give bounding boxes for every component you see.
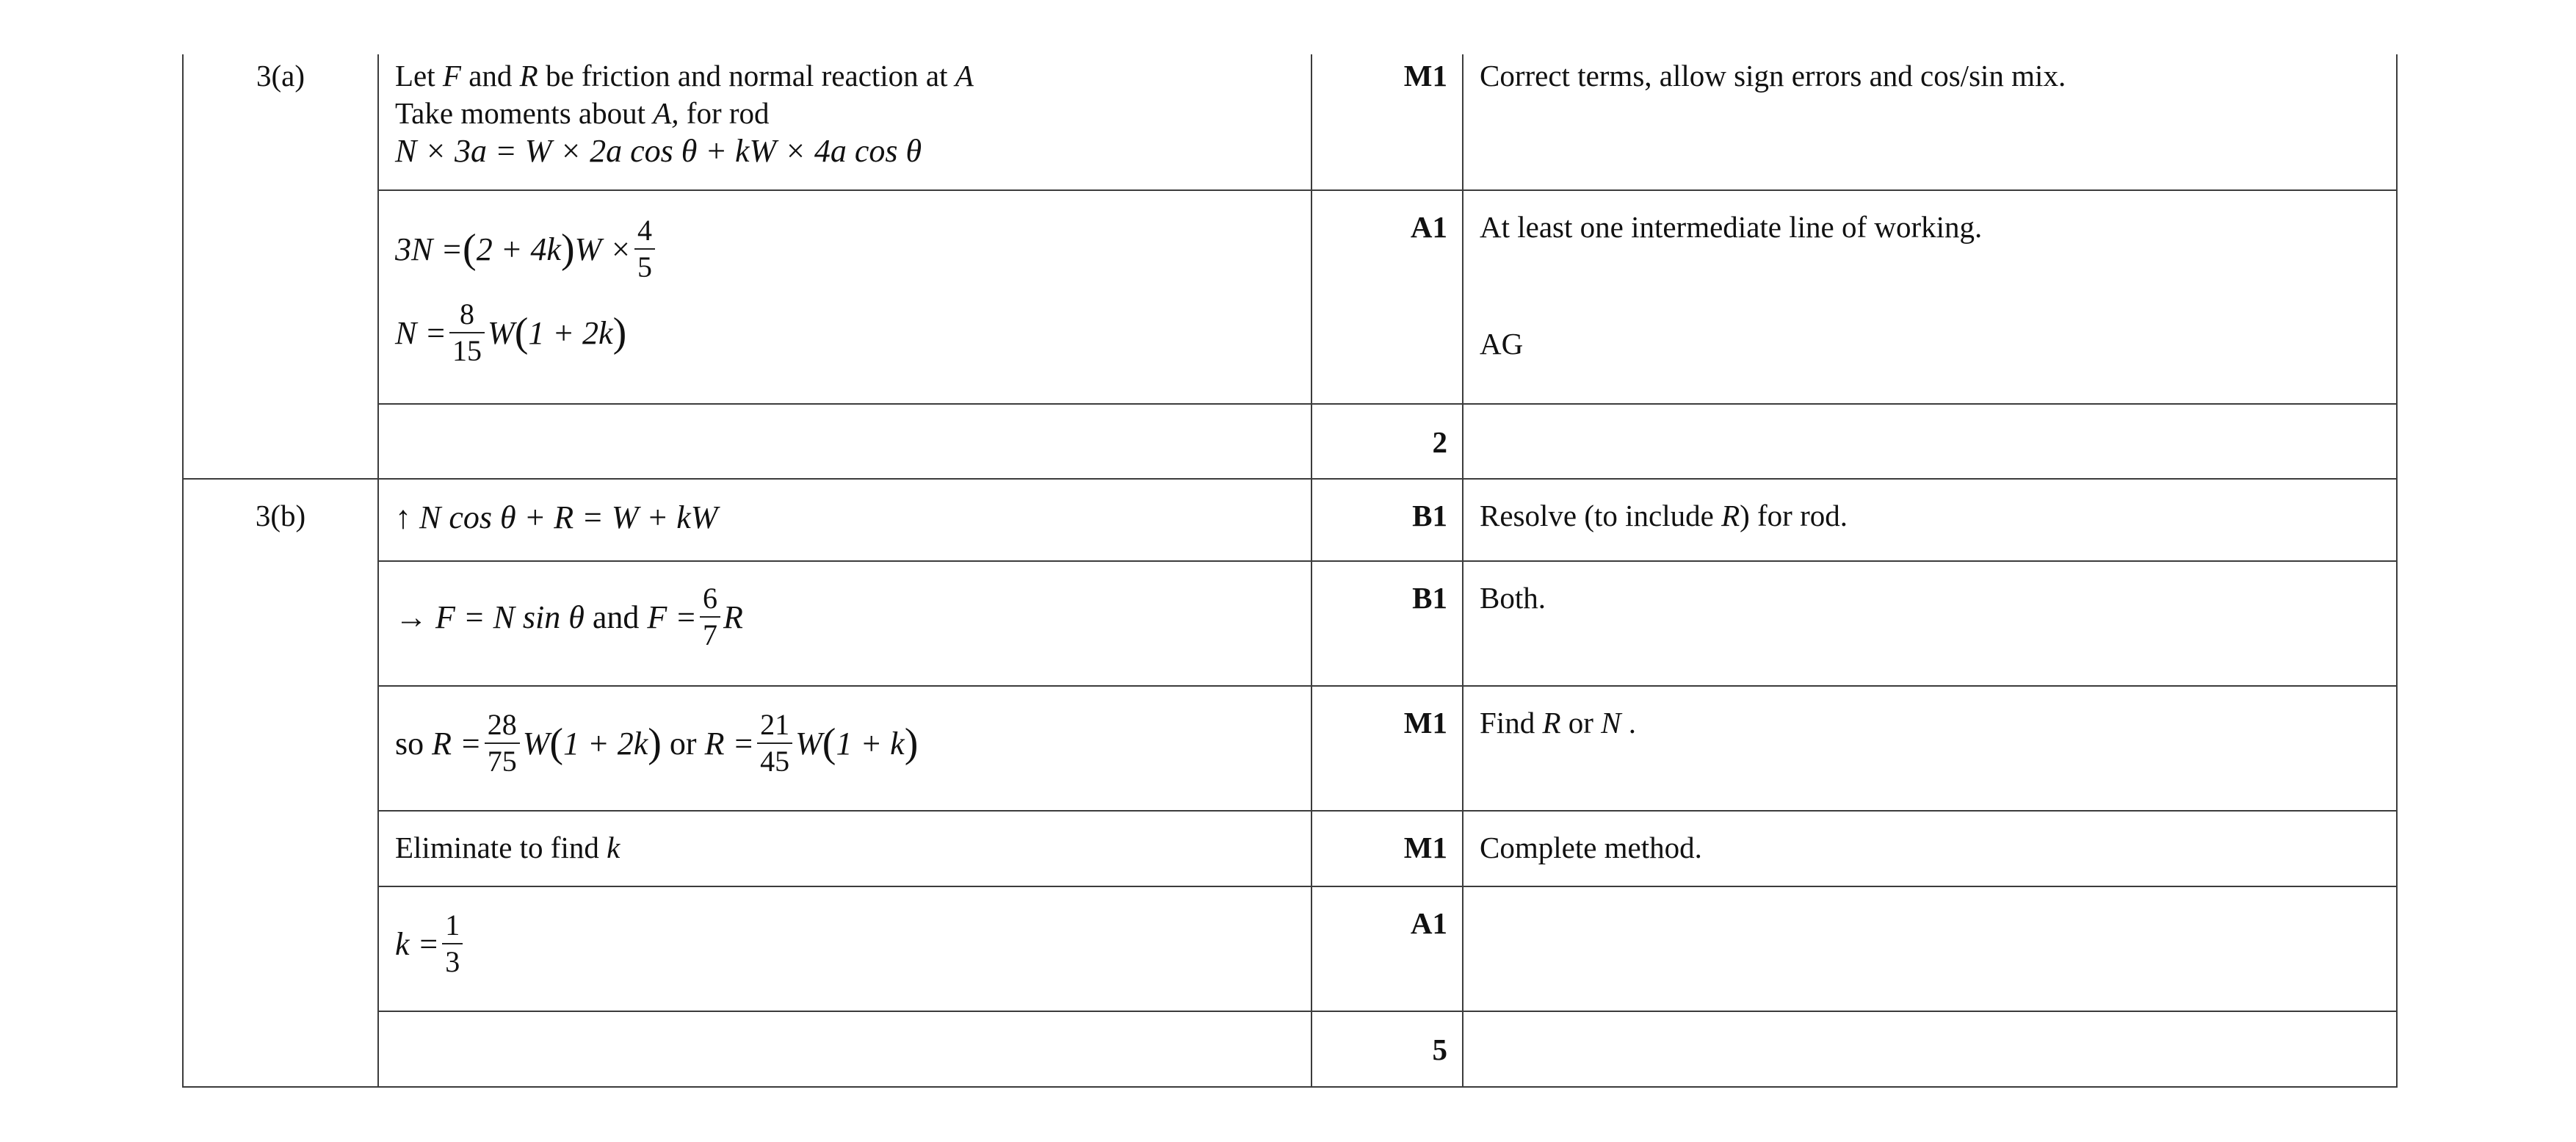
guidance-note: AG (1480, 327, 1524, 361)
fraction-numerator: 21 (757, 710, 792, 744)
resolve-equation: ↑ N cos θ + R = W + kW (395, 499, 718, 535)
fraction-numerator: 28 (485, 710, 520, 744)
guidance-text: or (1560, 706, 1602, 740)
answer-cell (378, 811, 1311, 886)
mark-code: B1 (1311, 561, 1463, 686)
math-paren: ) (648, 720, 662, 766)
fraction (634, 216, 655, 282)
answer-cell (378, 686, 1311, 811)
math-var: R (1542, 706, 1561, 740)
total-marks: 2 (1311, 404, 1463, 479)
math-var: F (442, 59, 461, 93)
math-text: R (723, 599, 743, 635)
mark-scheme-table (182, 54, 2398, 1088)
math-text: → F = N sin θ (395, 599, 585, 635)
answer-line (395, 57, 1295, 95)
answer-text: Take moments about (395, 96, 654, 130)
fraction-denominator: 75 (487, 745, 517, 778)
mark-code: M1 (1311, 54, 1463, 190)
total-marks: 5 (1311, 1011, 1463, 1087)
math-text: or (661, 725, 705, 762)
answer-text: Let (395, 59, 443, 93)
fraction (449, 297, 485, 367)
guidance-text: Complete method. (1463, 811, 2397, 886)
answer-text: be friction and normal reaction at (538, 59, 955, 93)
table-row (183, 190, 2397, 404)
fraction (485, 710, 520, 776)
mark-code: M1 (1311, 686, 1463, 811)
guidance-cell (1463, 190, 2397, 404)
equation-line (395, 584, 1295, 650)
table-row (183, 811, 2397, 886)
guidance-text: . (1621, 706, 1637, 740)
math-var: k (607, 831, 621, 864)
fraction-numerator: 1 (442, 911, 463, 944)
guidance-text: Correct terms, allow sign errors and cos/sin mix. (1463, 54, 2397, 190)
math-paren: ) (904, 720, 919, 766)
math-var: N (1601, 706, 1621, 740)
mark-code: M1 (1311, 811, 1463, 886)
fraction-denominator: 45 (760, 745, 790, 778)
math-paren: ) (612, 310, 627, 355)
math-text: 2 + 4k (476, 231, 561, 267)
equation-line (395, 710, 1295, 776)
question-label-3b: 3(b) (183, 479, 378, 1087)
table-row (183, 561, 2397, 686)
mark-code: A1 (1311, 886, 1463, 1011)
math-text: 1 + 2k (563, 725, 648, 762)
math-text: N = (395, 314, 447, 351)
table-row (183, 886, 2397, 1011)
guidance-cell (1463, 404, 2397, 479)
fraction-numerator: 8 (449, 300, 485, 333)
math-paren: ) (560, 226, 575, 272)
math-text: W (522, 725, 550, 762)
fraction-denominator: 15 (452, 334, 482, 367)
equation-line (395, 297, 1295, 367)
math-text: and (584, 599, 648, 635)
guidance-text: At least one intermediate line of working. (1480, 210, 1983, 244)
math-text: R = (704, 725, 755, 762)
equation-line (395, 216, 1295, 282)
fraction (757, 710, 792, 776)
table-row (183, 1011, 2397, 1087)
math-var: R (519, 59, 538, 93)
math-text: F = (647, 599, 697, 635)
guidance-cell (1463, 1011, 2397, 1087)
fraction (442, 908, 463, 978)
answer-text: Eliminate to find (395, 831, 607, 864)
question-label-3a: 3(a) (183, 54, 378, 479)
math-paren: ( (514, 310, 529, 355)
answer-text: and (460, 59, 520, 93)
fraction-denominator: 5 (637, 250, 652, 283)
moment-equation: N × 3a = W × 2a cos θ + kW × 4a cos θ (395, 133, 922, 169)
answer-cell (378, 404, 1311, 479)
answer-cell (378, 190, 1311, 404)
fraction-numerator: 6 (700, 584, 720, 618)
answer-cell (378, 561, 1311, 686)
math-paren: ( (463, 226, 477, 272)
math-text: R = (432, 725, 482, 762)
guidance-cell (1463, 886, 2397, 1011)
answer-cell (378, 886, 1311, 1011)
math-text: k = (395, 925, 440, 962)
math-text: W (795, 725, 822, 762)
guidance-text: ) for rod. (1740, 499, 1848, 532)
fraction (700, 584, 720, 650)
math-var: A, (653, 96, 679, 130)
table-row (183, 479, 2397, 561)
guidance-text (1463, 479, 2397, 561)
table-row (183, 686, 2397, 811)
answer-cell (378, 54, 1311, 190)
fraction-denominator: 7 (703, 618, 717, 651)
math-paren: ( (822, 720, 836, 766)
guidance-text (1463, 686, 2397, 811)
math-text: W × (574, 231, 632, 267)
answer-cell (378, 1011, 1311, 1087)
math-var: R (1721, 499, 1740, 532)
guidance-text: Find (1480, 706, 1543, 740)
fraction-denominator: 3 (445, 945, 460, 978)
math-text: 3N = (395, 231, 463, 267)
equation-line (395, 908, 1295, 978)
math-paren: ( (549, 720, 564, 766)
guidance-text: Resolve (to include (1480, 499, 1722, 532)
mark-code: A1 (1311, 190, 1463, 404)
math-var: A (955, 59, 974, 93)
math-text: so (395, 725, 433, 762)
answer-text: for rod (679, 96, 770, 130)
math-text: 1 + 2k (528, 314, 613, 351)
answer-line (395, 95, 1295, 132)
table-row (183, 404, 2397, 479)
math-text: 1 + k (836, 725, 905, 762)
table-row (183, 54, 2397, 190)
answer-cell (378, 479, 1311, 561)
fraction-numerator: 4 (634, 216, 655, 250)
guidance-text: Both. (1463, 561, 2397, 686)
math-text: W (488, 314, 515, 351)
mark-code: B1 (1311, 479, 1463, 561)
